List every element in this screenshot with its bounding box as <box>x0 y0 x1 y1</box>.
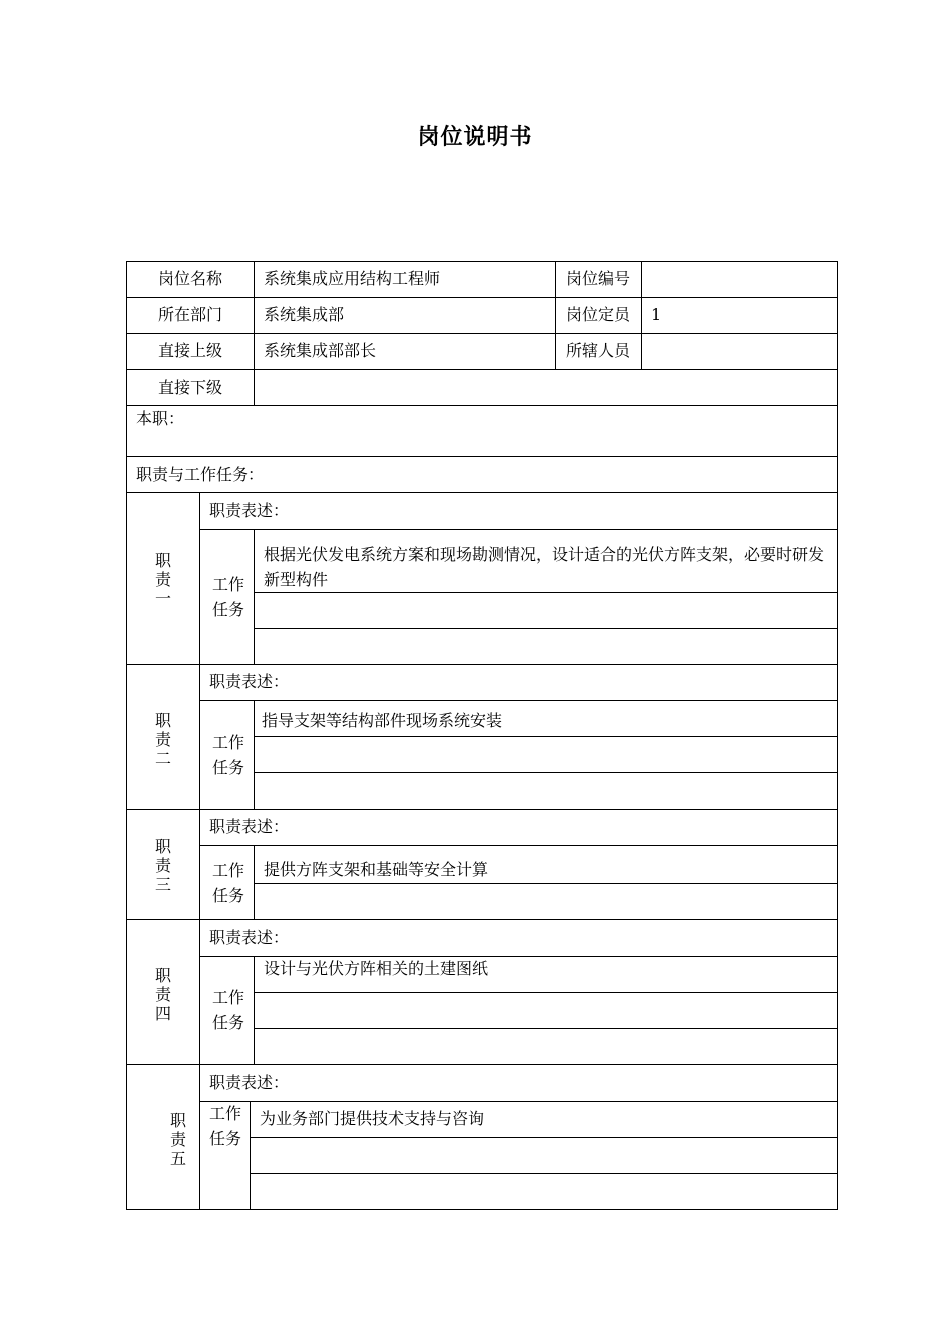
headcount-label: 岗位定员 <box>565 305 630 324</box>
duty-4-task-1: 设计与光伏方阵相关的土建图纸 <box>264 959 489 978</box>
duty-1-task-1: 根据光伏发电系统方案和现场勘测情况，设计适合的光伏方阵支架，必要时研发新型构件 <box>264 545 825 589</box>
duty-2-name: 职责二 <box>154 711 171 768</box>
superior-label: 直接上级 <box>157 341 222 360</box>
duty-1-desc-label: 职责表述： <box>209 501 290 520</box>
position-code-label: 岗位编号 <box>565 269 630 288</box>
position-name-label: 岗位名称 <box>157 269 222 288</box>
duty-1-name: 职责一 <box>154 551 171 608</box>
duty-2-task-1: 指导支架等结构部件现场系统安装 <box>262 711 503 730</box>
job-description-table <box>126 261 838 1210</box>
duty-5-desc-label: 职责表述： <box>209 1073 290 1092</box>
duty-5-task-label: 工作任务 <box>208 1104 241 1148</box>
duty-3-task-label: 工作任务 <box>211 861 244 905</box>
main-duty-label: 本职： <box>136 409 185 428</box>
duty-2-desc-label: 职责表述： <box>209 672 290 691</box>
duty-3-desc-label: 职责表述： <box>209 817 290 836</box>
department-value: 系统集成部 <box>264 305 345 324</box>
position-name-value: 系统集成应用结构工程师 <box>264 269 441 288</box>
duty-5-task-1: 为业务部门提供技术支持与咨询 <box>260 1109 485 1128</box>
subordinate-label: 直接下级 <box>157 378 222 397</box>
duty-3-name: 职责三 <box>154 837 171 894</box>
duty-3-task-1: 提供方阵支架和基础等安全计算 <box>264 860 489 879</box>
department-label: 所在部门 <box>157 305 222 324</box>
responsibilities-label: 职责与工作任务： <box>136 465 265 484</box>
duty-5-name: 职责五 <box>169 1111 186 1168</box>
duty-4-name: 职责四 <box>154 966 171 1023</box>
duty-4-task-label: 工作任务 <box>211 988 244 1032</box>
superior-value: 系统集成部部长 <box>264 341 377 360</box>
managed-label: 所辖人员 <box>565 341 630 360</box>
headcount-value: 1 <box>651 305 662 324</box>
duty-2-task-label: 工作任务 <box>211 733 244 777</box>
page-title: 岗位说明书 <box>417 124 533 150</box>
duty-1-task-label: 工作任务 <box>211 575 244 619</box>
duty-4-desc-label: 职责表述： <box>209 928 290 947</box>
